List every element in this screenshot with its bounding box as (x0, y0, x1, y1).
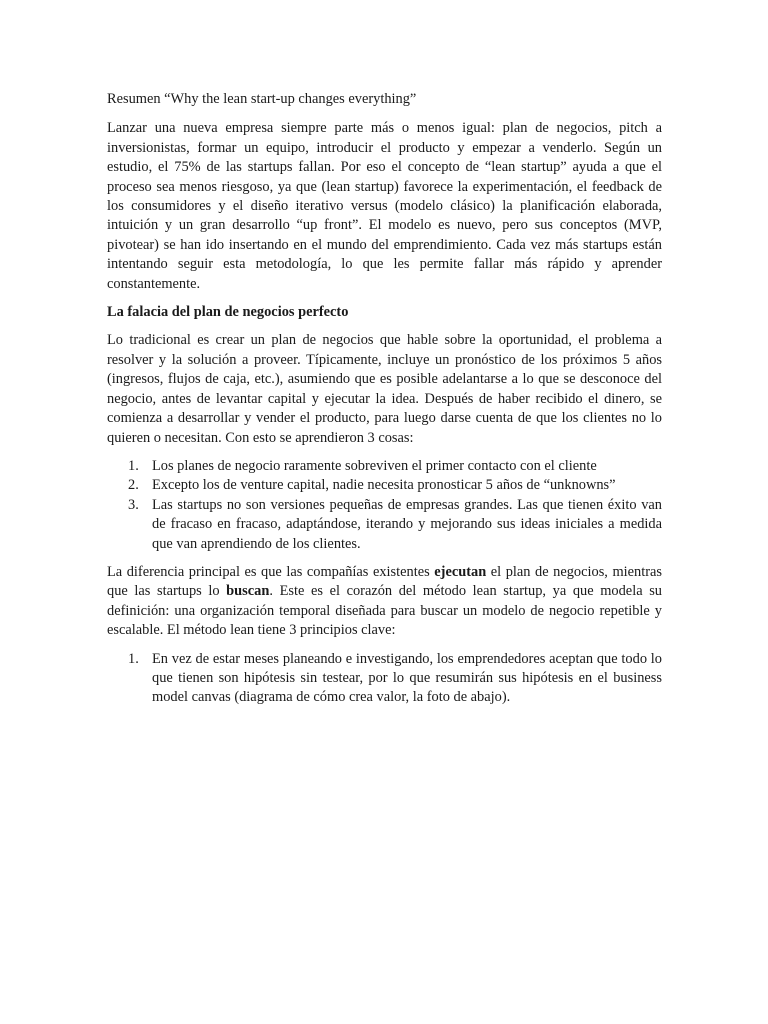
list-item-number: 1. (128, 457, 139, 474)
list-item (107, 476, 662, 495)
list-item-text: Las startups no son versiones pequeñas de empresas grandes. Las que tienen éxito van de fracaso en fracaso, adaptándose, iterando y mejorando sus ideas iniciales a medida que van aprendiendo de los clientes. (152, 496, 662, 552)
list-item-number: 2. (128, 477, 139, 494)
section-paragraph: Lo tradicional es crear un plan de negocios que hable sobre la oportunidad, el problema a resolver y la solución a proveer. Típicamente, incluye un pronóstico de los próximos 5 años (ingresos, flujos de caja, etc.), asumiendo que es posible adelantarse a lo que se desconoce del negocio, antes de levantar capital y ejecutar la idea. Después de haber recibido el dinero, se comienza a desarrollar y vender el producto, para luego darse cuenta de que los clientes no lo quieren o necesitan. Con esto se aprendieron 3 cosas: (107, 332, 662, 446)
list-item-number: 3. (128, 496, 139, 513)
difference-bold-buscan: buscan (226, 583, 270, 600)
intro-paragraph: Lanzar una nueva empresa siempre parte más o menos igual: plan de negocios, pitch a inversionistas, formar un equipo, introducir el producto y empezar a venderlo. Según un estudio, el 75% de las startups fallan. Por eso el concepto de “lean startup” ayuda a que el proceso sea menos riesgoso, ya que (lean startup) favorece la experimentación, el feedback de los consumidores y el diseño iterativo versus (modelo clásico) la planificación elaborada, intuición y un gran desarrollo “up front”. El modelo es nuevo, pero sus conceptos (MVP, pivotear) se han ido insertando en el mundo del emprendimiento. Cada vez más startups están intentando seguir esta metodología, lo que les permite fallar más rápido y aprender constantemente. (107, 120, 662, 292)
list-item-text: Los planes de negocio raramente sobreviven el primer contacto con el cliente (152, 457, 597, 474)
lessons-list (107, 457, 662, 554)
document-title: Resumen “Why the lean start-up changes everything” (107, 91, 417, 107)
difference-bold-ejecutan: ejecutan (434, 563, 487, 580)
list-item-text: Excepto los de venture capital, nadie necesita pronosticar 5 años de “unknowns” (152, 477, 616, 494)
difference-text-part2: el plan de negocios, mientras que las startups lo (107, 563, 662, 600)
list-item-number: 1. (128, 650, 139, 667)
difference-text-part1: La diferencia principal es que las compañías existentes (107, 563, 435, 580)
list-item (107, 650, 662, 708)
section-heading: La falacia del plan de negocios perfecto (107, 304, 349, 321)
difference-text-part3: . Este es el corazón del método lean startup, ya que modela su definición: una organización temporal diseñada para buscar un modelo de negocio repetible y escalable. El método lean tiene 3 principios clave: (107, 583, 662, 639)
document-page (107, 90, 662, 717)
list-item (107, 457, 662, 476)
difference-paragraph (107, 563, 662, 641)
list-item-text: En vez de estar meses planeando e investigando, los emprendedores aceptan que todo lo que tienen son hipótesis sin testear, por lo que resumirán sus hipótesis en el business model canvas (diagrama de cómo crea valor, la foto de abajo). (152, 650, 662, 706)
list-item (107, 496, 662, 554)
principles-list (107, 650, 662, 708)
